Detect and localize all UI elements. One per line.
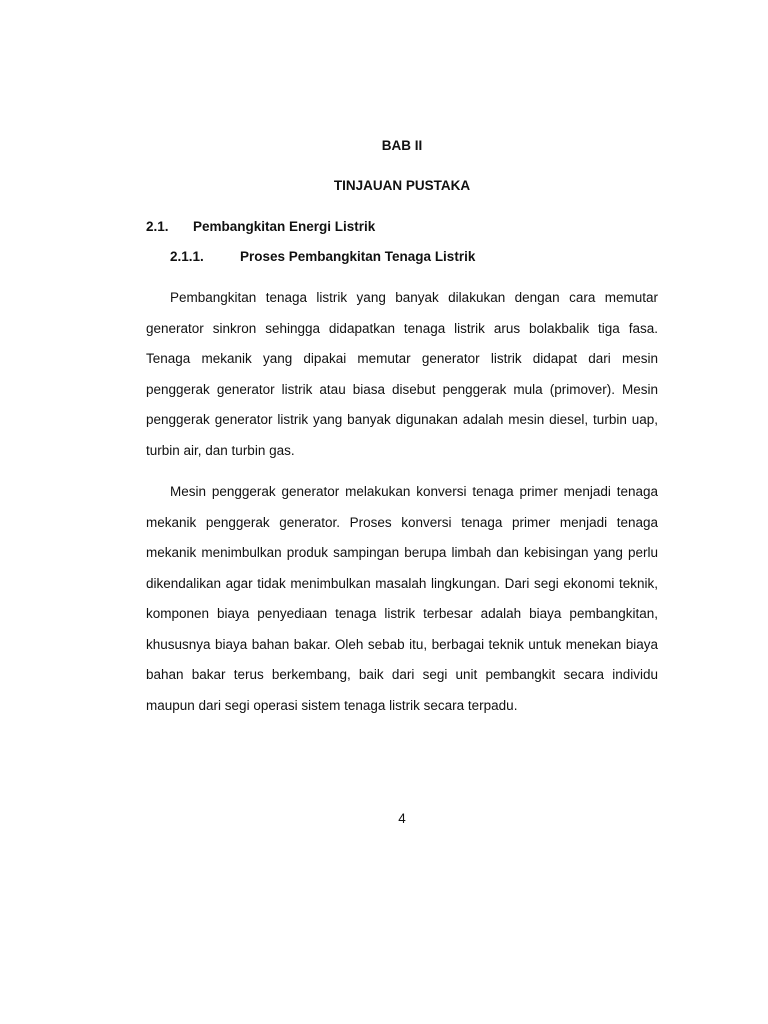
subsection-title: Proses Pembangkitan Tenaga Listrik — [240, 249, 476, 264]
section-number: 2.1. — [146, 219, 169, 234]
chapter-label: BAB II — [381, 138, 423, 153]
subsection-number: 2.1.1. — [170, 249, 204, 264]
body-paragraph: Mesin penggerak generator melakukan konversi tenaga primer menjadi tenaga mekanik penggerak generator. Proses konversi tenaga primer menjadi tenaga mekanik menimbulkan produk sampingan berupa limbah dan kebisingan yang perlu dikendalikan agar tidak menimbulkan masalah lingkungan. Dari segi ekonomi teknik, komponen biaya penyediaan tenaga listrik terbesar adalah biaya pembangkitan, khususnya biaya bahan bakar. Oleh sebab itu, berbagai teknik untuk menekan biaya bahan bakar terus berkembang, baik dari segi unit pembangkit secara individu maupun dari segi operasi sistem tenaga listrik secara terpadu. — [146, 484, 658, 713]
section-title: Pembangkitan Energi Listrik — [193, 219, 376, 234]
body-paragraph: Pembangkitan tenaga listrik yang banyak dilakukan dengan cara memutar generator sinkron sehingga didapatkan tenaga listrik arus bolakbalik tiga fasa. Tenaga mekanik yang dipakai memutar generator listrik didapat dari mesin penggerak generator listrik atau biasa disebut penggerak mula (primover). Mesin penggerak generator listrik yang banyak digunakan adalah mesin diesel, turbin uap, turbin air, dan turbin gas. — [146, 290, 658, 458]
chapter-title: TINJAUAN PUSTAKA — [333, 178, 471, 193]
page-number: 4 — [398, 811, 406, 826]
